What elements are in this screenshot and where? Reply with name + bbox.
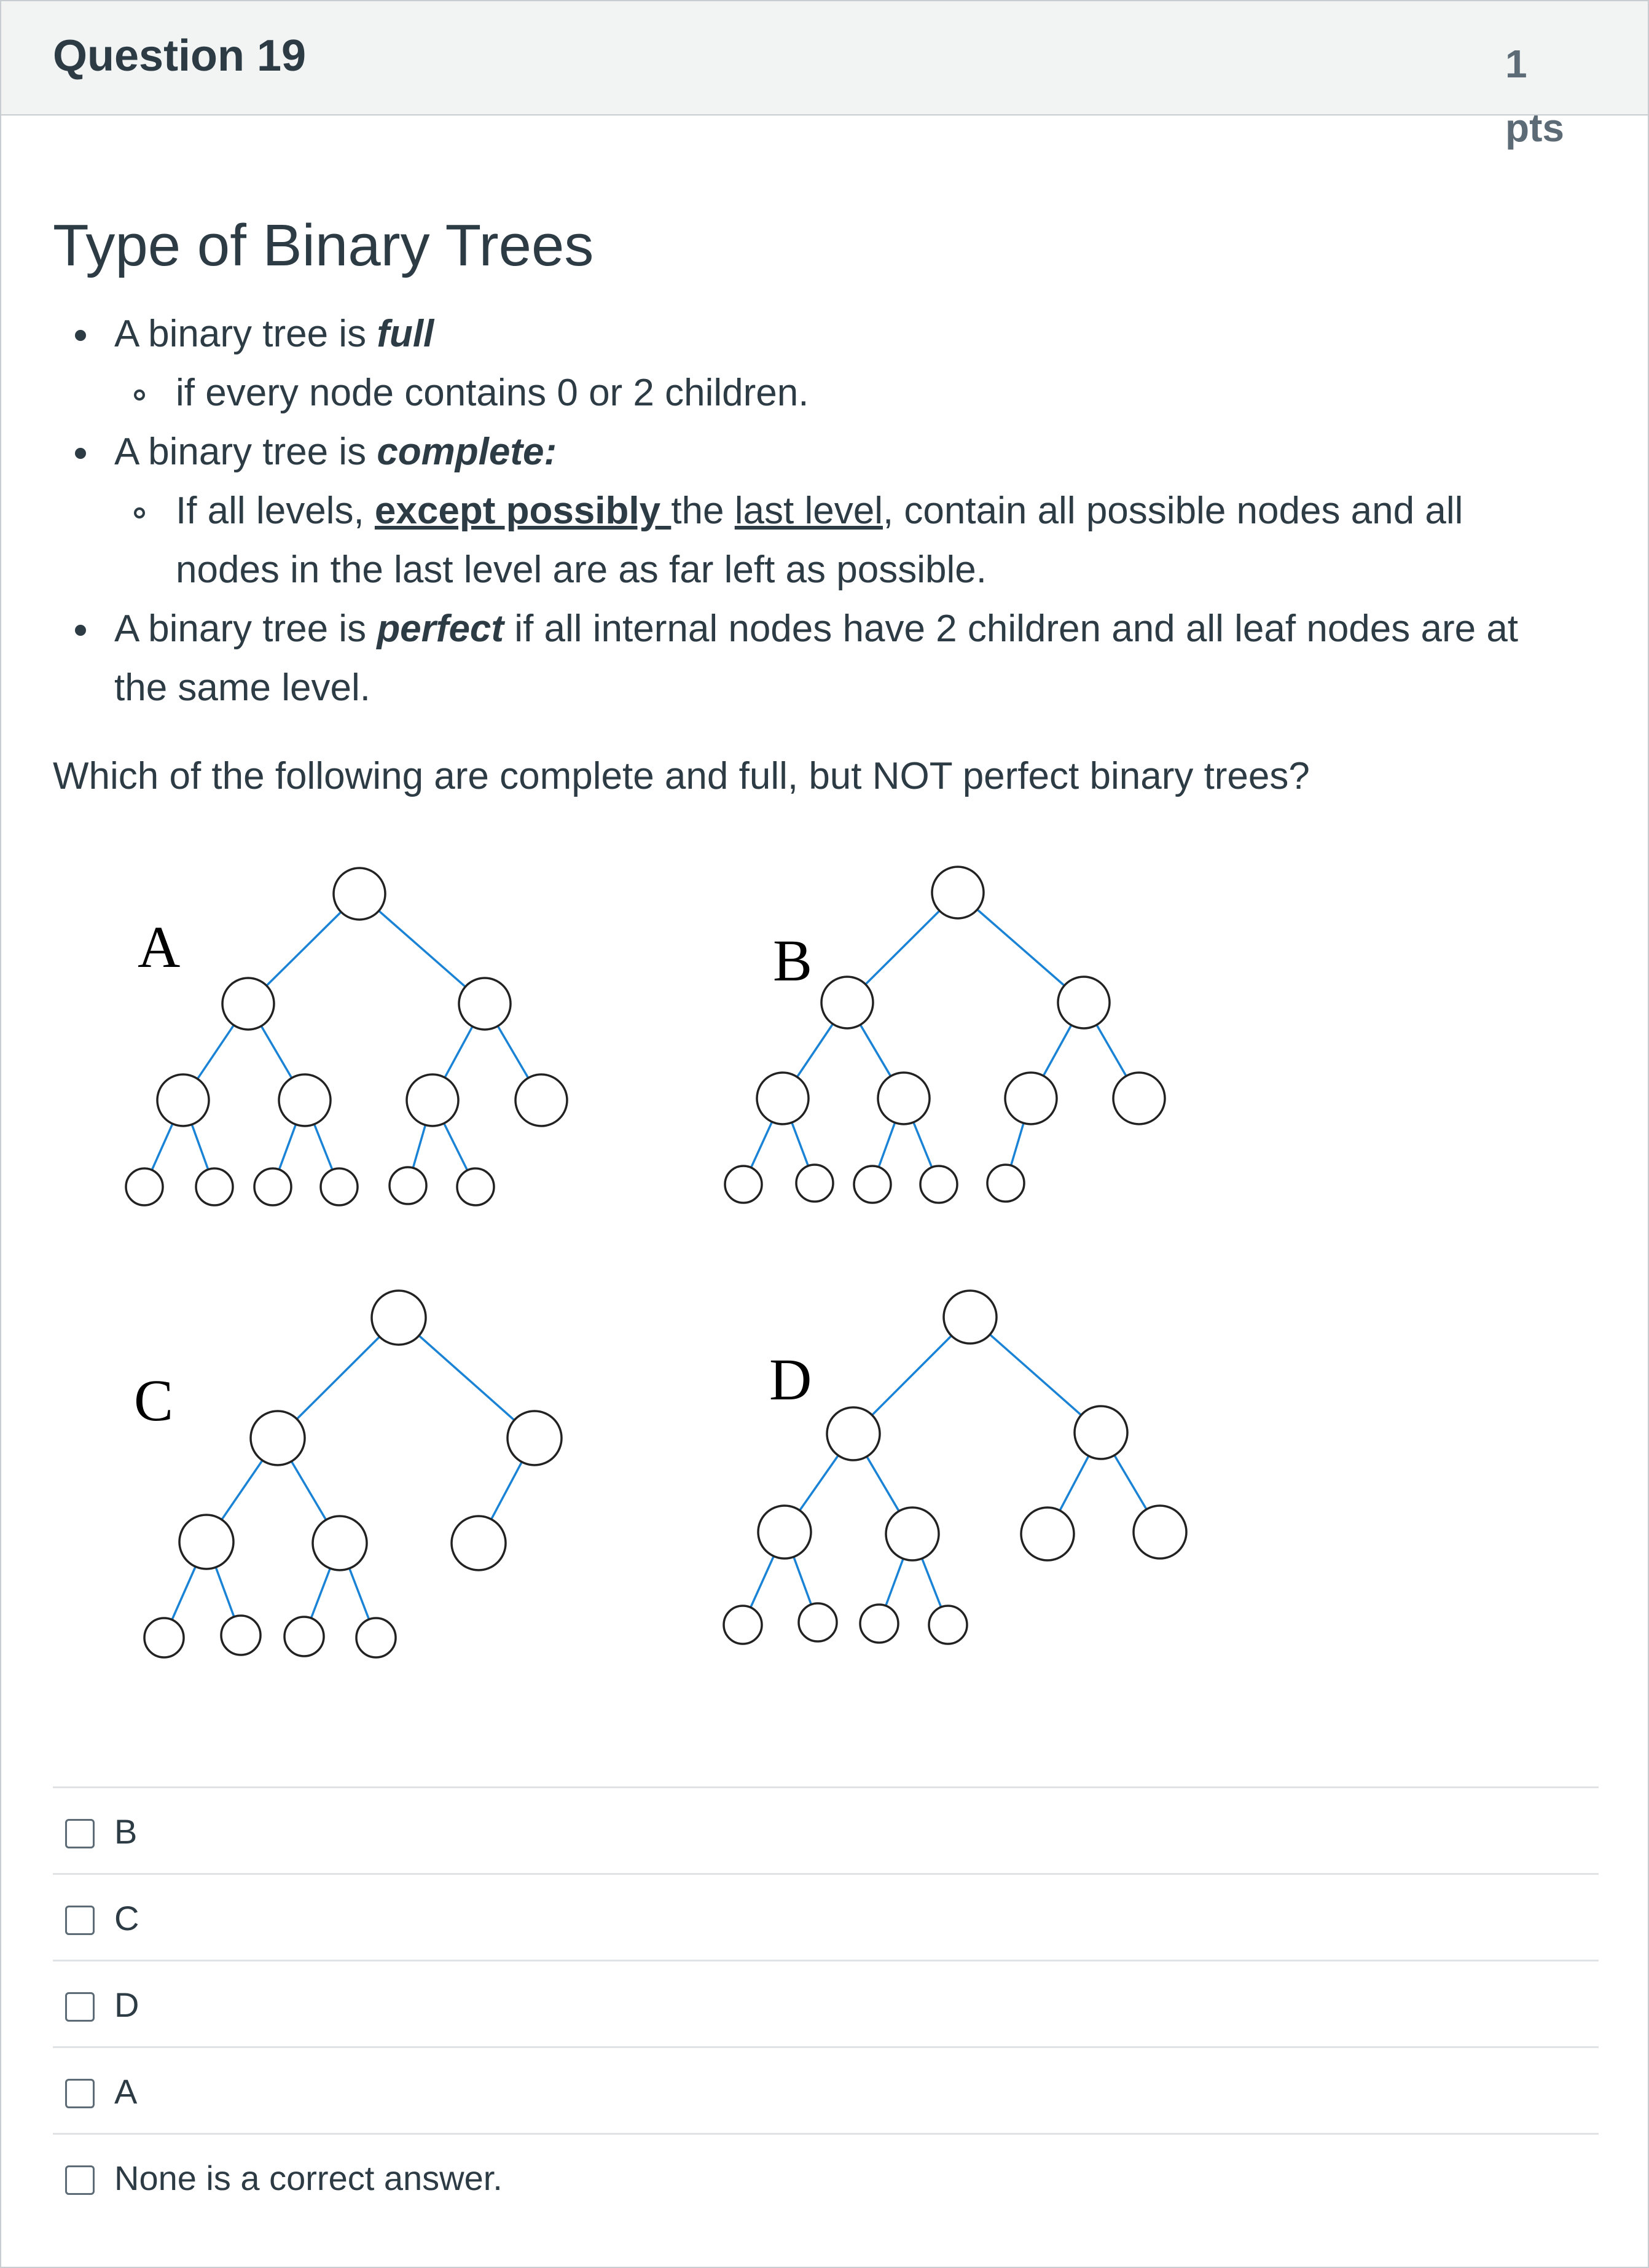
- tree-d-node: [860, 1605, 898, 1643]
- tree-a-node: [157, 1074, 209, 1126]
- answer-option[interactable]: [53, 1786, 1599, 1873]
- def-complete-sub-line2: nodes in the last level are as far left as possible.: [176, 549, 987, 591]
- tree-c-edge: [222, 1460, 262, 1519]
- checkbox[interactable]: [65, 1906, 95, 1935]
- tree-c-node: [179, 1515, 233, 1569]
- tree-a-node: [222, 978, 274, 1030]
- def-complete-word: complete:: [377, 431, 557, 473]
- tree-a-node: [459, 978, 511, 1030]
- answer-option-label: B: [114, 1812, 138, 1851]
- def-full-word: full: [377, 313, 434, 355]
- tree-a-node: [457, 1168, 494, 1205]
- tree-label-c: C: [134, 1367, 174, 1433]
- tree-b-node: [932, 867, 984, 918]
- tree-d-edge: [794, 1557, 811, 1605]
- tree-b-edge: [879, 1122, 895, 1167]
- tree-c-node: [356, 1618, 396, 1657]
- tree-c-node: [452, 1516, 506, 1570]
- tree-a-node: [196, 1168, 233, 1205]
- tree-c-node: [144, 1618, 184, 1657]
- tree-d-node: [799, 1603, 837, 1641]
- def-complete-sub-a: If all levels,: [176, 490, 375, 532]
- tree-b-node: [796, 1165, 833, 1202]
- tree-d-node: [929, 1606, 967, 1644]
- tree-a-node: [390, 1167, 426, 1204]
- checkbox[interactable]: [65, 1819, 95, 1848]
- tree-d-edge: [1060, 1456, 1089, 1511]
- tree-a-edge: [267, 912, 341, 986]
- tree-a-node: [279, 1074, 331, 1126]
- tree-d-node: [886, 1507, 939, 1560]
- tree-b-edge: [1043, 1025, 1071, 1076]
- tree-d-node: [1075, 1406, 1127, 1459]
- tree-c-edge: [291, 1461, 326, 1520]
- tree-b-edge: [860, 1025, 890, 1076]
- checkbox[interactable]: [65, 2165, 95, 2195]
- tree-b-edge: [914, 1122, 932, 1167]
- tree-a-node: [515, 1074, 567, 1126]
- tree-d-edge: [751, 1556, 774, 1608]
- answer-option-label: D: [114, 1985, 139, 2024]
- tree-b-edge: [1011, 1123, 1024, 1165]
- def-complete-sub-c: the: [671, 490, 735, 532]
- tree-c-node: [221, 1616, 260, 1655]
- tree-d-edge: [886, 1558, 903, 1606]
- tree-c-edge: [311, 1568, 330, 1618]
- tree-c-edge: [492, 1462, 522, 1519]
- answer-option-label: None is a correct answer.: [114, 2159, 503, 2197]
- tree-b-node: [821, 977, 873, 1028]
- tree-d-node: [724, 1606, 762, 1644]
- tree-a-edge: [498, 1026, 528, 1078]
- tree-d-node: [827, 1407, 880, 1460]
- answer-option[interactable]: [53, 2133, 1599, 2219]
- tree-a-edge: [315, 1124, 332, 1170]
- tree-b-node: [920, 1166, 957, 1203]
- tree-edges: [152, 910, 1146, 1620]
- tree-d-edge: [990, 1334, 1081, 1415]
- question-points: 1 pts: [1505, 42, 1564, 150]
- tree-b-node: [878, 1073, 930, 1124]
- tree-c-node: [251, 1411, 305, 1465]
- tree-c-edge: [297, 1337, 380, 1419]
- tree-label-d: D: [769, 1347, 812, 1412]
- tree-a-edge: [192, 1124, 208, 1169]
- def-complete-prefix: A binary tree is: [114, 431, 377, 473]
- tree-d-node: [758, 1506, 811, 1558]
- answer-option[interactable]: [53, 2046, 1599, 2133]
- answer-option[interactable]: [53, 1873, 1599, 1960]
- tree-a-node: [126, 1168, 163, 1205]
- def-full-prefix: A binary tree is: [114, 313, 377, 355]
- tree-d-node: [944, 1291, 997, 1343]
- tree-a-edge: [444, 1124, 468, 1171]
- tree-a-edge: [152, 1124, 173, 1170]
- def-complete-sub-b: except possibly: [374, 490, 672, 532]
- tree-c-node: [372, 1291, 426, 1345]
- section-heading: Type of Binary Trees: [53, 213, 594, 278]
- answer-option-label: C: [114, 1899, 139, 1938]
- tree-b-edge: [751, 1122, 772, 1168]
- question-text: Which of the following are complete and full, but NOT perfect binary trees?: [53, 755, 1310, 797]
- binary-trees-diagram: [1, 1, 1648, 1721]
- tree-b-edge: [797, 1024, 832, 1077]
- tree-b-node: [1113, 1073, 1165, 1124]
- tree-a-node: [254, 1168, 291, 1205]
- tree-b-node: [1005, 1073, 1057, 1124]
- tree-b-edge: [1097, 1025, 1126, 1076]
- answer-option[interactable]: [53, 1960, 1599, 2046]
- def-perfect-rest: if all internal nodes have 2 children and all leaf nodes are at: [504, 608, 1519, 650]
- tree-b-node: [725, 1166, 762, 1203]
- question-title: Question 19: [53, 31, 307, 80]
- tree-label-b: B: [773, 928, 813, 993]
- tree-a-node: [334, 868, 385, 920]
- tree-a-edge: [198, 1025, 234, 1079]
- tree-d-edge: [1114, 1455, 1146, 1509]
- tree-d-edge: [867, 1457, 899, 1511]
- def-full-sub: if every node contains 0 or 2 children.: [176, 372, 809, 414]
- tree-b-node: [757, 1073, 809, 1124]
- tree-d-edge: [922, 1558, 941, 1607]
- tree-a-edge: [379, 911, 466, 987]
- def-complete-sub-d: last level: [734, 490, 883, 532]
- tree-c-node: [507, 1411, 562, 1465]
- tree-label-a: A: [138, 914, 181, 980]
- tree-c-node: [284, 1617, 324, 1656]
- tree-b-edge: [977, 910, 1065, 986]
- tree-d-edge: [800, 1455, 839, 1511]
- tree-c-edge: [350, 1568, 369, 1619]
- tree-a-edge: [445, 1026, 472, 1077]
- tree-a-edge: [279, 1124, 296, 1169]
- tree-a-node: [321, 1168, 358, 1205]
- def-perfect-word: perfect: [377, 608, 504, 650]
- checkbox[interactable]: [65, 2079, 95, 2108]
- tree-nodes: [126, 867, 1186, 1657]
- tree-c-edge: [172, 1566, 195, 1619]
- def-complete-sub-e: , contain all possible nodes and all: [882, 490, 1463, 532]
- def-perfect-line2: the same level.: [114, 667, 370, 709]
- def-perfect-prefix: A binary tree is: [114, 608, 377, 650]
- tree-c-edge: [216, 1567, 234, 1617]
- tree-b-node: [987, 1165, 1024, 1202]
- tree-a-edge: [261, 1026, 292, 1078]
- answer-options: [53, 1786, 1599, 2219]
- tree-a-edge: [413, 1125, 425, 1168]
- tree-a-node: [407, 1074, 458, 1126]
- tree-d-edge: [872, 1335, 951, 1415]
- answer-option-label: A: [114, 2072, 138, 2111]
- tree-c-edge: [419, 1335, 514, 1420]
- tree-d-node: [1021, 1507, 1074, 1560]
- tree-b-node: [854, 1166, 891, 1203]
- tree-b-edge: [866, 911, 939, 985]
- tree-c-node: [313, 1516, 367, 1570]
- checkbox[interactable]: [65, 1992, 95, 2022]
- tree-b-edge: [792, 1122, 809, 1166]
- tree-b-node: [1058, 977, 1110, 1028]
- tree-d-node: [1134, 1506, 1186, 1558]
